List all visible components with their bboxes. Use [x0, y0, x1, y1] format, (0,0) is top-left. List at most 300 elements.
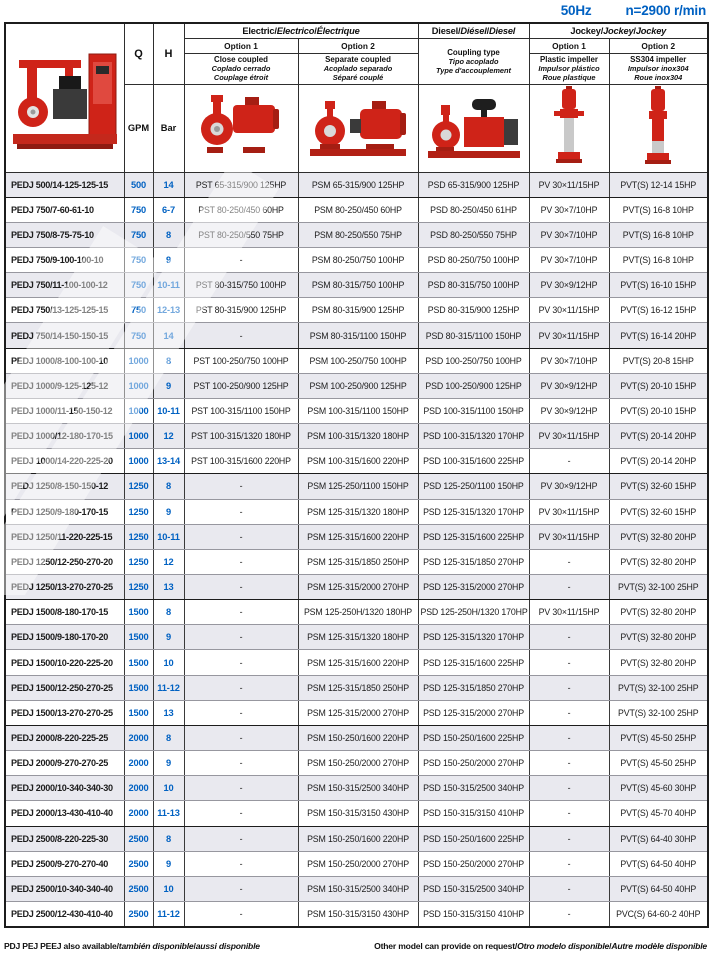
model-cell: PEDJ 2000/10-340-340-30: [5, 776, 124, 801]
jockey-option1-cell: -: [529, 801, 609, 826]
model-cell: PEDJ 500/14-125-125-15: [5, 172, 124, 197]
h-value-cell: 14: [153, 323, 184, 348]
diesel-cell: PSD 125-315/1600 225HP: [418, 524, 529, 549]
electric-option2-cell: PSM 125-315/1850 250HP: [298, 675, 418, 700]
model-cell: PEDJ 1500/12-250-270-25: [5, 675, 124, 700]
model-cell: PEDJ 2500/10-340-340-40: [5, 876, 124, 901]
electric-option2-cell: PSM 150-315/2500 340HP: [298, 776, 418, 801]
electric-option2-cell: PSM 125-315/1850 250HP: [298, 549, 418, 574]
electric-option1-cell: -: [184, 675, 298, 700]
table-row: [5, 876, 708, 901]
q-value-cell: 1000: [124, 449, 153, 474]
speed-frequency-note: [561, 3, 706, 18]
jockey-pump-ss304-image: [609, 84, 708, 172]
table-row: [5, 197, 708, 222]
h-value-cell: 9: [153, 373, 184, 398]
vertical-jockey-pump-plastic-icon: [552, 86, 586, 166]
q-value-cell: 1000: [124, 348, 153, 373]
jockey-option1-cell: PV 30×11/15HP: [529, 323, 609, 348]
footer-notes: [4, 941, 707, 951]
diesel-cell: PSD 80-250/450 61HP: [418, 197, 529, 222]
jockey-option2-cell: PVT(S) 32-80 20HP: [609, 600, 708, 625]
h-value-cell: 12-13: [153, 298, 184, 323]
electric-option1-cell: -: [184, 247, 298, 272]
diesel-cell: PSD 150-250/2000 270HP: [418, 851, 529, 876]
model-cell: PEDJ 1000/11-150-150-12: [5, 398, 124, 423]
electric-option2-cell: PSM 125-315/1320 180HP: [298, 625, 418, 650]
q-value-cell: 2500: [124, 826, 153, 851]
other-model-note: Other model can provide on request/Otro modelo disponible/Autre modèle disponible: [374, 941, 707, 951]
electric-option1-cell: PST 80-315/900 125HP: [184, 298, 298, 323]
electric-option1-cell: -: [184, 876, 298, 901]
electric-option2-cell: PSM 150-250/2000 270HP: [298, 751, 418, 776]
jockey-option2-cell: PVT(S) 32-100 25HP: [609, 675, 708, 700]
table-row: [5, 524, 708, 549]
model-cell: PEDJ 1250/12-250-270-20: [5, 549, 124, 574]
jockey-option2-cell: PVT(S) 64-50 40HP: [609, 876, 708, 901]
jockey-option1-cell: PV 30×7/10HP: [529, 348, 609, 373]
h-value-cell: 10: [153, 776, 184, 801]
jockey-option1-cell: PV 30×9/12HP: [529, 373, 609, 398]
diesel-cell: PSD 125-315/1320 170HP: [418, 499, 529, 524]
table-row: [5, 902, 708, 927]
speed-label: n=2900 r/min: [625, 3, 706, 18]
jockey-group-header: Jockey/Jockey/Jockey: [529, 23, 708, 38]
electric-option1-cell: -: [184, 776, 298, 801]
electric-option1-cell: -: [184, 851, 298, 876]
jockey-option2-cell: PVT(S) 32-60 15HP: [609, 474, 708, 499]
model-cell: PEDJ 750/11-100-100-12: [5, 273, 124, 298]
jockey-option1-cell: PV 30×11/15HP: [529, 424, 609, 449]
electric-option1-cell: -: [184, 700, 298, 725]
h-value-cell: 8: [153, 348, 184, 373]
jockey-option1-cell: -: [529, 826, 609, 851]
jockey-option1-cell: PV 30×9/12HP: [529, 398, 609, 423]
electric-option1-cell: -: [184, 549, 298, 574]
electric-option2-cell: PSM 80-315/900 125HP: [298, 298, 418, 323]
diesel-cell: PSD 125-315/1850 270HP: [418, 549, 529, 574]
q-value-cell: 2000: [124, 725, 153, 750]
electric-option1-cell: -: [184, 650, 298, 675]
table-row: [5, 449, 708, 474]
diesel-cell: PSD 150-315/3150 410HP: [418, 801, 529, 826]
electric-option2-cell: PSM 100-315/1100 150HP: [298, 398, 418, 423]
jockey-option2-cell: PVT(S) 32-80 20HP: [609, 524, 708, 549]
jockey-option2-cell: PVT(S) 20-8 15HP: [609, 348, 708, 373]
jockey-option1-cell: -: [529, 675, 609, 700]
h-value-cell: 9: [153, 625, 184, 650]
q-value-cell: 1500: [124, 600, 153, 625]
jockey-option2-cell: PVT(S) 32-80 20HP: [609, 625, 708, 650]
h-value-cell: 10: [153, 650, 184, 675]
h-value-cell: 12: [153, 549, 184, 574]
q-value-cell: 750: [124, 273, 153, 298]
diesel-cell: PSD 100-315/1320 170HP: [418, 424, 529, 449]
diesel-group-header: Diesel/Diésel/Diesel: [418, 23, 529, 38]
electric-option2-cell: PSM 80-315/750 100HP: [298, 273, 418, 298]
diesel-cell: PSD 150-315/2500 340HP: [418, 876, 529, 901]
diesel-cell: PSD 100-315/1100 150HP: [418, 398, 529, 423]
frequency-label: 50Hz: [560, 3, 592, 18]
jockey-option1-cell: -: [529, 876, 609, 901]
electric-option1-cell: -: [184, 725, 298, 750]
h-value-cell: 9: [153, 751, 184, 776]
diesel-cell: PSD 80-250/750 100HP: [418, 247, 529, 272]
electric-option1-cell: -: [184, 474, 298, 499]
electric-option2-cell: PSM 80-250/750 100HP: [298, 247, 418, 272]
h-value-cell: 11-12: [153, 675, 184, 700]
electric-option2-cell: PSM 80-250/450 60HP: [298, 197, 418, 222]
diesel-cell: PSD 100-250/750 100HP: [418, 348, 529, 373]
diesel-cell: PSD 80-315/900 125HP: [418, 298, 529, 323]
model-cell: PEDJ 750/14-150-150-15: [5, 323, 124, 348]
diesel-pump-set-icon: [426, 89, 522, 163]
h-value-cell: 13: [153, 700, 184, 725]
jockey-option2-cell: PVT(S) 45-50 25HP: [609, 751, 708, 776]
model-cell: PEDJ 1000/8-100-100-10: [5, 348, 124, 373]
electric-option2-cell: PSM 125-315/1600 220HP: [298, 650, 418, 675]
electric-option2-cell: PSM 100-315/1600 220HP: [298, 449, 418, 474]
plastic-impeller-desc: Plastic impeller Impulsor plástico Roue plastique: [529, 53, 609, 84]
model-cell: PEDJ 750/13-125-125-15: [5, 298, 124, 323]
diesel-cell: PSD 65-315/900 125HP: [418, 172, 529, 197]
table-row: [5, 222, 708, 247]
q-value-cell: 1500: [124, 625, 153, 650]
close-coupled-pump-icon: [199, 93, 283, 159]
fire-pump-package-image: [5, 23, 124, 172]
jockey-option1-cell: -: [529, 700, 609, 725]
model-cell: PEDJ 2000/8-220-225-25: [5, 725, 124, 750]
table-row: [5, 700, 708, 725]
electric-option2-cell: PSM 100-250/900 125HP: [298, 373, 418, 398]
jockey-option2-cell: PVT(S) 20-10 15HP: [609, 398, 708, 423]
q-value-cell: 750: [124, 323, 153, 348]
electric-option1-cell: PST 100-315/1320 180HP: [184, 424, 298, 449]
electric-option2-cell: PSM 125-315/1320 180HP: [298, 499, 418, 524]
electric-option2-cell: PSM 150-315/2500 340HP: [298, 876, 418, 901]
table-row: [5, 273, 708, 298]
h-value-cell: 6-7: [153, 197, 184, 222]
h-value-cell: 11-13: [153, 801, 184, 826]
model-cell: PEDJ 2000/9-270-270-25: [5, 751, 124, 776]
jockey-option1-cell: -: [529, 751, 609, 776]
electric-option1-cell: PST 80-250/450 60HP: [184, 197, 298, 222]
diesel-cell: PSD 125-315/2000 270HP: [418, 575, 529, 600]
diesel-cell: PSD 80-250/550 75HP: [418, 222, 529, 247]
gpm-unit-header: GPM: [124, 84, 153, 172]
jockey-pump-plastic-image: [529, 84, 609, 172]
q-value-cell: 1250: [124, 549, 153, 574]
jockey-option2-cell: PVT(S) 16-10 15HP: [609, 273, 708, 298]
jockey-option2-cell: PVT(S) 32-100 25HP: [609, 700, 708, 725]
close-coupled-pump-image: [184, 84, 298, 172]
q-value-cell: 1500: [124, 650, 153, 675]
h-value-cell: 10-11: [153, 398, 184, 423]
electric-option2-cell: PSM 80-315/1100 150HP: [298, 323, 418, 348]
q-value-cell: 1000: [124, 398, 153, 423]
h-value-cell: 8: [153, 474, 184, 499]
jockey-option1-cell: -: [529, 625, 609, 650]
jockey-option2-cell: PVT(S) 16-8 10HP: [609, 197, 708, 222]
model-cell: PEDJ 1250/9-180-170-15: [5, 499, 124, 524]
electric-option2-cell: PSM 150-250/1600 220HP: [298, 725, 418, 750]
model-cell: PEDJ 2500/8-220-225-30: [5, 826, 124, 851]
model-cell: PEDJ 1500/8-180-170-15: [5, 600, 124, 625]
model-cell: PEDJ 1250/11-220-225-15: [5, 524, 124, 549]
electric-option1-cell: -: [184, 323, 298, 348]
h-value-cell: 12: [153, 424, 184, 449]
electric-option1-header: Option 1: [184, 38, 298, 53]
diesel-cell: PSD 100-250/900 125HP: [418, 373, 529, 398]
diesel-cell: PSD 125-315/1600 225HP: [418, 650, 529, 675]
q-value-cell: 1250: [124, 575, 153, 600]
electric-option2-cell: PSM 80-250/550 75HP: [298, 222, 418, 247]
jockey-option1-cell: PV 30×11/15HP: [529, 298, 609, 323]
jockey-option2-cell: PVT(S) 45-50 25HP: [609, 725, 708, 750]
q-value-cell: 2500: [124, 876, 153, 901]
jockey-option2-cell: PVT(S) 16-14 20HP: [609, 323, 708, 348]
table-row: [5, 348, 708, 373]
h-value-cell: 8: [153, 826, 184, 851]
electric-group-header: Electric/Electrico/Électrique: [184, 23, 418, 38]
jockey-option1-cell: -: [529, 776, 609, 801]
pump-spec-table: [4, 22, 709, 928]
separate-coupled-pump-image: [298, 84, 418, 172]
jockey-option2-cell: PVT(S) 32-100 25HP: [609, 575, 708, 600]
electric-option2-cell: PSM 150-315/3150 430HP: [298, 902, 418, 927]
h-value-cell: 9: [153, 499, 184, 524]
diesel-cell: PSD 150-250/1600 225HP: [418, 725, 529, 750]
jockey-option2-cell: PVT(S) 45-60 30HP: [609, 776, 708, 801]
q-value-cell: 1000: [124, 424, 153, 449]
electric-option2-cell: PSM 125-315/1600 220HP: [298, 524, 418, 549]
model-cell: PEDJ 1250/8-150-150-12: [5, 474, 124, 499]
model-cell: PEDJ 1500/9-180-170-20: [5, 625, 124, 650]
table-row: [5, 398, 708, 423]
model-cell: PEDJ 750/7-60-61-10: [5, 197, 124, 222]
diesel-cell: PSD 125-250H/1320 170HP: [418, 600, 529, 625]
q-value-cell: 1500: [124, 675, 153, 700]
q-value-cell: 750: [124, 298, 153, 323]
jockey-option1-cell: -: [529, 851, 609, 876]
jockey-option2-cell: PVT(S) 32-80 20HP: [609, 549, 708, 574]
table-row: [5, 675, 708, 700]
q-value-cell: 2000: [124, 751, 153, 776]
jockey-option2-cell: PVT(S) 20-10 15HP: [609, 373, 708, 398]
electric-option1-cell: -: [184, 524, 298, 549]
bar-unit-header: Bar: [153, 84, 184, 172]
jockey-option1-cell: PV 30×7/10HP: [529, 247, 609, 272]
model-cell: PEDJ 1000/14-220-225-20: [5, 449, 124, 474]
jockey-option1-cell: -: [529, 650, 609, 675]
h-value-cell: 10: [153, 876, 184, 901]
jockey-option2-cell: PVT(S) 64-50 40HP: [609, 851, 708, 876]
h-value-cell: 14: [153, 172, 184, 197]
h-value-cell: 13-14: [153, 449, 184, 474]
h-value-cell: 8: [153, 725, 184, 750]
electric-option2-cell: PSM 65-315/900 125HP: [298, 172, 418, 197]
model-cell: PEDJ 1500/10-220-225-20: [5, 650, 124, 675]
table-row: [5, 776, 708, 801]
diesel-cell: PSD 150-315/2500 340HP: [418, 776, 529, 801]
h-value-cell: 10-11: [153, 524, 184, 549]
electric-option2-cell: PSM 125-315/2000 270HP: [298, 700, 418, 725]
h-value-cell: 9: [153, 247, 184, 272]
electric-option1-cell: PST 100-250/750 100HP: [184, 348, 298, 373]
table-row: [5, 298, 708, 323]
table-row: [5, 625, 708, 650]
model-cell: PEDJ 2000/13-430-410-40: [5, 801, 124, 826]
jockey-option1-cell: PV 30×9/12HP: [529, 474, 609, 499]
q-value-cell: 500: [124, 172, 153, 197]
jockey-option2-cell: PVC(S) 64-60-2 40HP: [609, 902, 708, 927]
electric-option1-cell: PST 100-250/900 125HP: [184, 373, 298, 398]
q-value-cell: 2500: [124, 851, 153, 876]
table-row: [5, 650, 708, 675]
electric-option1-cell: PST 65-315/900 125HP: [184, 172, 298, 197]
electric-option1-cell: -: [184, 826, 298, 851]
electric-option2-cell: PSM 150-250/2000 270HP: [298, 851, 418, 876]
q-value-cell: 1250: [124, 499, 153, 524]
jockey-option2-cell: PVT(S) 20-14 20HP: [609, 449, 708, 474]
jockey-option1-cell: -: [529, 902, 609, 927]
electric-option2-cell: PSM 150-250/1600 220HP: [298, 826, 418, 851]
electric-option1-cell: PST 100-315/1600 220HP: [184, 449, 298, 474]
q-column-header: Q: [124, 23, 153, 84]
jockey-option1-cell: -: [529, 549, 609, 574]
diesel-cell: PSD 150-315/3150 410HP: [418, 902, 529, 927]
diesel-cell: PSD 125-315/1850 270HP: [418, 675, 529, 700]
table-row: [5, 751, 708, 776]
q-value-cell: 750: [124, 197, 153, 222]
table-row: [5, 575, 708, 600]
diesel-cell: PSD 80-315/1100 150HP: [418, 323, 529, 348]
jockey-option2-cell: PVT(S) 20-14 20HP: [609, 424, 708, 449]
jockey-option1-cell: PV 30×7/10HP: [529, 222, 609, 247]
table-row: [5, 826, 708, 851]
model-cell: PEDJ 1250/13-270-270-25: [5, 575, 124, 600]
electric-option1-cell: -: [184, 751, 298, 776]
separate-coupled-desc: Separate coupled Acoplado separado Séparé couplé: [298, 53, 418, 84]
vertical-jockey-pump-ss304-icon: [641, 86, 675, 166]
close-coupled-desc: Close coupled Coplado cerrado Couplage étroit: [184, 53, 298, 84]
electric-option2-cell: PSM 125-250H/1320 180HP: [298, 600, 418, 625]
h-column-header: H: [153, 23, 184, 84]
table-row: [5, 801, 708, 826]
diesel-cell: PSD 125-250/1100 150HP: [418, 474, 529, 499]
table-row: [5, 247, 708, 272]
h-value-cell: 8: [153, 222, 184, 247]
diesel-cell: PSD 125-315/1320 170HP: [418, 625, 529, 650]
diesel-coupling-desc: Coupling type Tipo acoplado Type d'accouplement: [418, 38, 529, 84]
h-value-cell: 9: [153, 851, 184, 876]
h-value-cell: 10-11: [153, 273, 184, 298]
h-value-cell: 13: [153, 575, 184, 600]
table-row: [5, 499, 708, 524]
jockey-option1-cell: PV 30×11/15HP: [529, 172, 609, 197]
electric-option1-cell: -: [184, 600, 298, 625]
q-value-cell: 750: [124, 222, 153, 247]
q-value-cell: 1500: [124, 700, 153, 725]
electric-option2-cell: PSM 125-315/2000 270HP: [298, 575, 418, 600]
jockey-option2-cell: PVT(S) 32-80 20HP: [609, 650, 708, 675]
table-row: [5, 549, 708, 574]
ss304-impeller-desc: SS304 impeller Impulsor inox304 Roue inox304: [609, 53, 708, 84]
table-row: [5, 424, 708, 449]
q-value-cell: 1250: [124, 474, 153, 499]
electric-option1-cell: PST 80-250/550 75HP: [184, 222, 298, 247]
electric-option2-cell: PSM 100-250/750 100HP: [298, 348, 418, 373]
table-row: [5, 474, 708, 499]
jockey-option2-cell: PVT(S) 45-70 40HP: [609, 801, 708, 826]
diesel-cell: PSD 150-250/2000 270HP: [418, 751, 529, 776]
jockey-option1-header: Option 1: [529, 38, 609, 53]
table-row: [5, 600, 708, 625]
jockey-option1-cell: PV 30×11/15HP: [529, 600, 609, 625]
jockey-option2-cell: PVT(S) 64-40 30HP: [609, 826, 708, 851]
q-value-cell: 2000: [124, 776, 153, 801]
jockey-option1-cell: -: [529, 449, 609, 474]
electric-option1-cell: -: [184, 801, 298, 826]
jockey-option1-cell: PV 30×11/15HP: [529, 499, 609, 524]
q-value-cell: 1250: [124, 524, 153, 549]
jockey-option1-cell: -: [529, 575, 609, 600]
diesel-cell: PSD 100-315/1600 225HP: [418, 449, 529, 474]
table-row: [5, 725, 708, 750]
electric-option1-cell: -: [184, 625, 298, 650]
model-cell: PEDJ 2500/12-430-410-40: [5, 902, 124, 927]
electric-option1-cell: -: [184, 499, 298, 524]
table-row: [5, 373, 708, 398]
model-cell: PEDJ 750/8-75-75-10: [5, 222, 124, 247]
q-value-cell: 2500: [124, 902, 153, 927]
diesel-cell: PSD 150-250/1600 225HP: [418, 826, 529, 851]
jockey-option2-cell: PVT(S) 32-60 15HP: [609, 499, 708, 524]
q-value-cell: 2000: [124, 801, 153, 826]
electric-option2-cell: PSM 100-315/1320 180HP: [298, 424, 418, 449]
diesel-cell: PSD 125-315/2000 270HP: [418, 700, 529, 725]
model-cell: PEDJ 1500/13-270-270-25: [5, 700, 124, 725]
h-value-cell: 8: [153, 600, 184, 625]
electric-option1-cell: -: [184, 902, 298, 927]
electric-option1-cell: PST 100-315/1100 150HP: [184, 398, 298, 423]
separate-coupled-pump-icon: [308, 93, 408, 159]
spec-table-body: [5, 172, 708, 927]
h-value-cell: 11-12: [153, 902, 184, 927]
fire-pump-package-icon: [9, 32, 121, 158]
jockey-option1-cell: PV 30×7/10HP: [529, 197, 609, 222]
model-cell: PEDJ 2500/9-270-270-40: [5, 851, 124, 876]
diesel-cell: PSD 80-315/750 100HP: [418, 273, 529, 298]
jockey-option1-cell: PV 30×9/12HP: [529, 273, 609, 298]
jockey-option1-cell: PV 30×11/15HP: [529, 524, 609, 549]
electric-option2-cell: PSM 125-250/1100 150HP: [298, 474, 418, 499]
electric-option1-cell: PST 80-315/750 100HP: [184, 273, 298, 298]
electric-option1-cell: -: [184, 575, 298, 600]
table-row: [5, 851, 708, 876]
electric-option2-cell: PSM 150-315/3150 430HP: [298, 801, 418, 826]
model-cell: PEDJ 1000/9-125-125-12: [5, 373, 124, 398]
table-row: [5, 323, 708, 348]
jockey-option2-header: Option 2: [609, 38, 708, 53]
table-row: [5, 172, 708, 197]
model-cell: PEDJ 1000/12-180-170-15: [5, 424, 124, 449]
jockey-option2-cell: PVT(S) 12-14 15HP: [609, 172, 708, 197]
model-cell: PEDJ 750/9-100-100-10: [5, 247, 124, 272]
q-value-cell: 1000: [124, 373, 153, 398]
also-available-note: PDJ PEJ PEEJ also available/también disponible/aussi disponible: [4, 941, 260, 951]
diesel-pump-set-image: [418, 84, 529, 172]
